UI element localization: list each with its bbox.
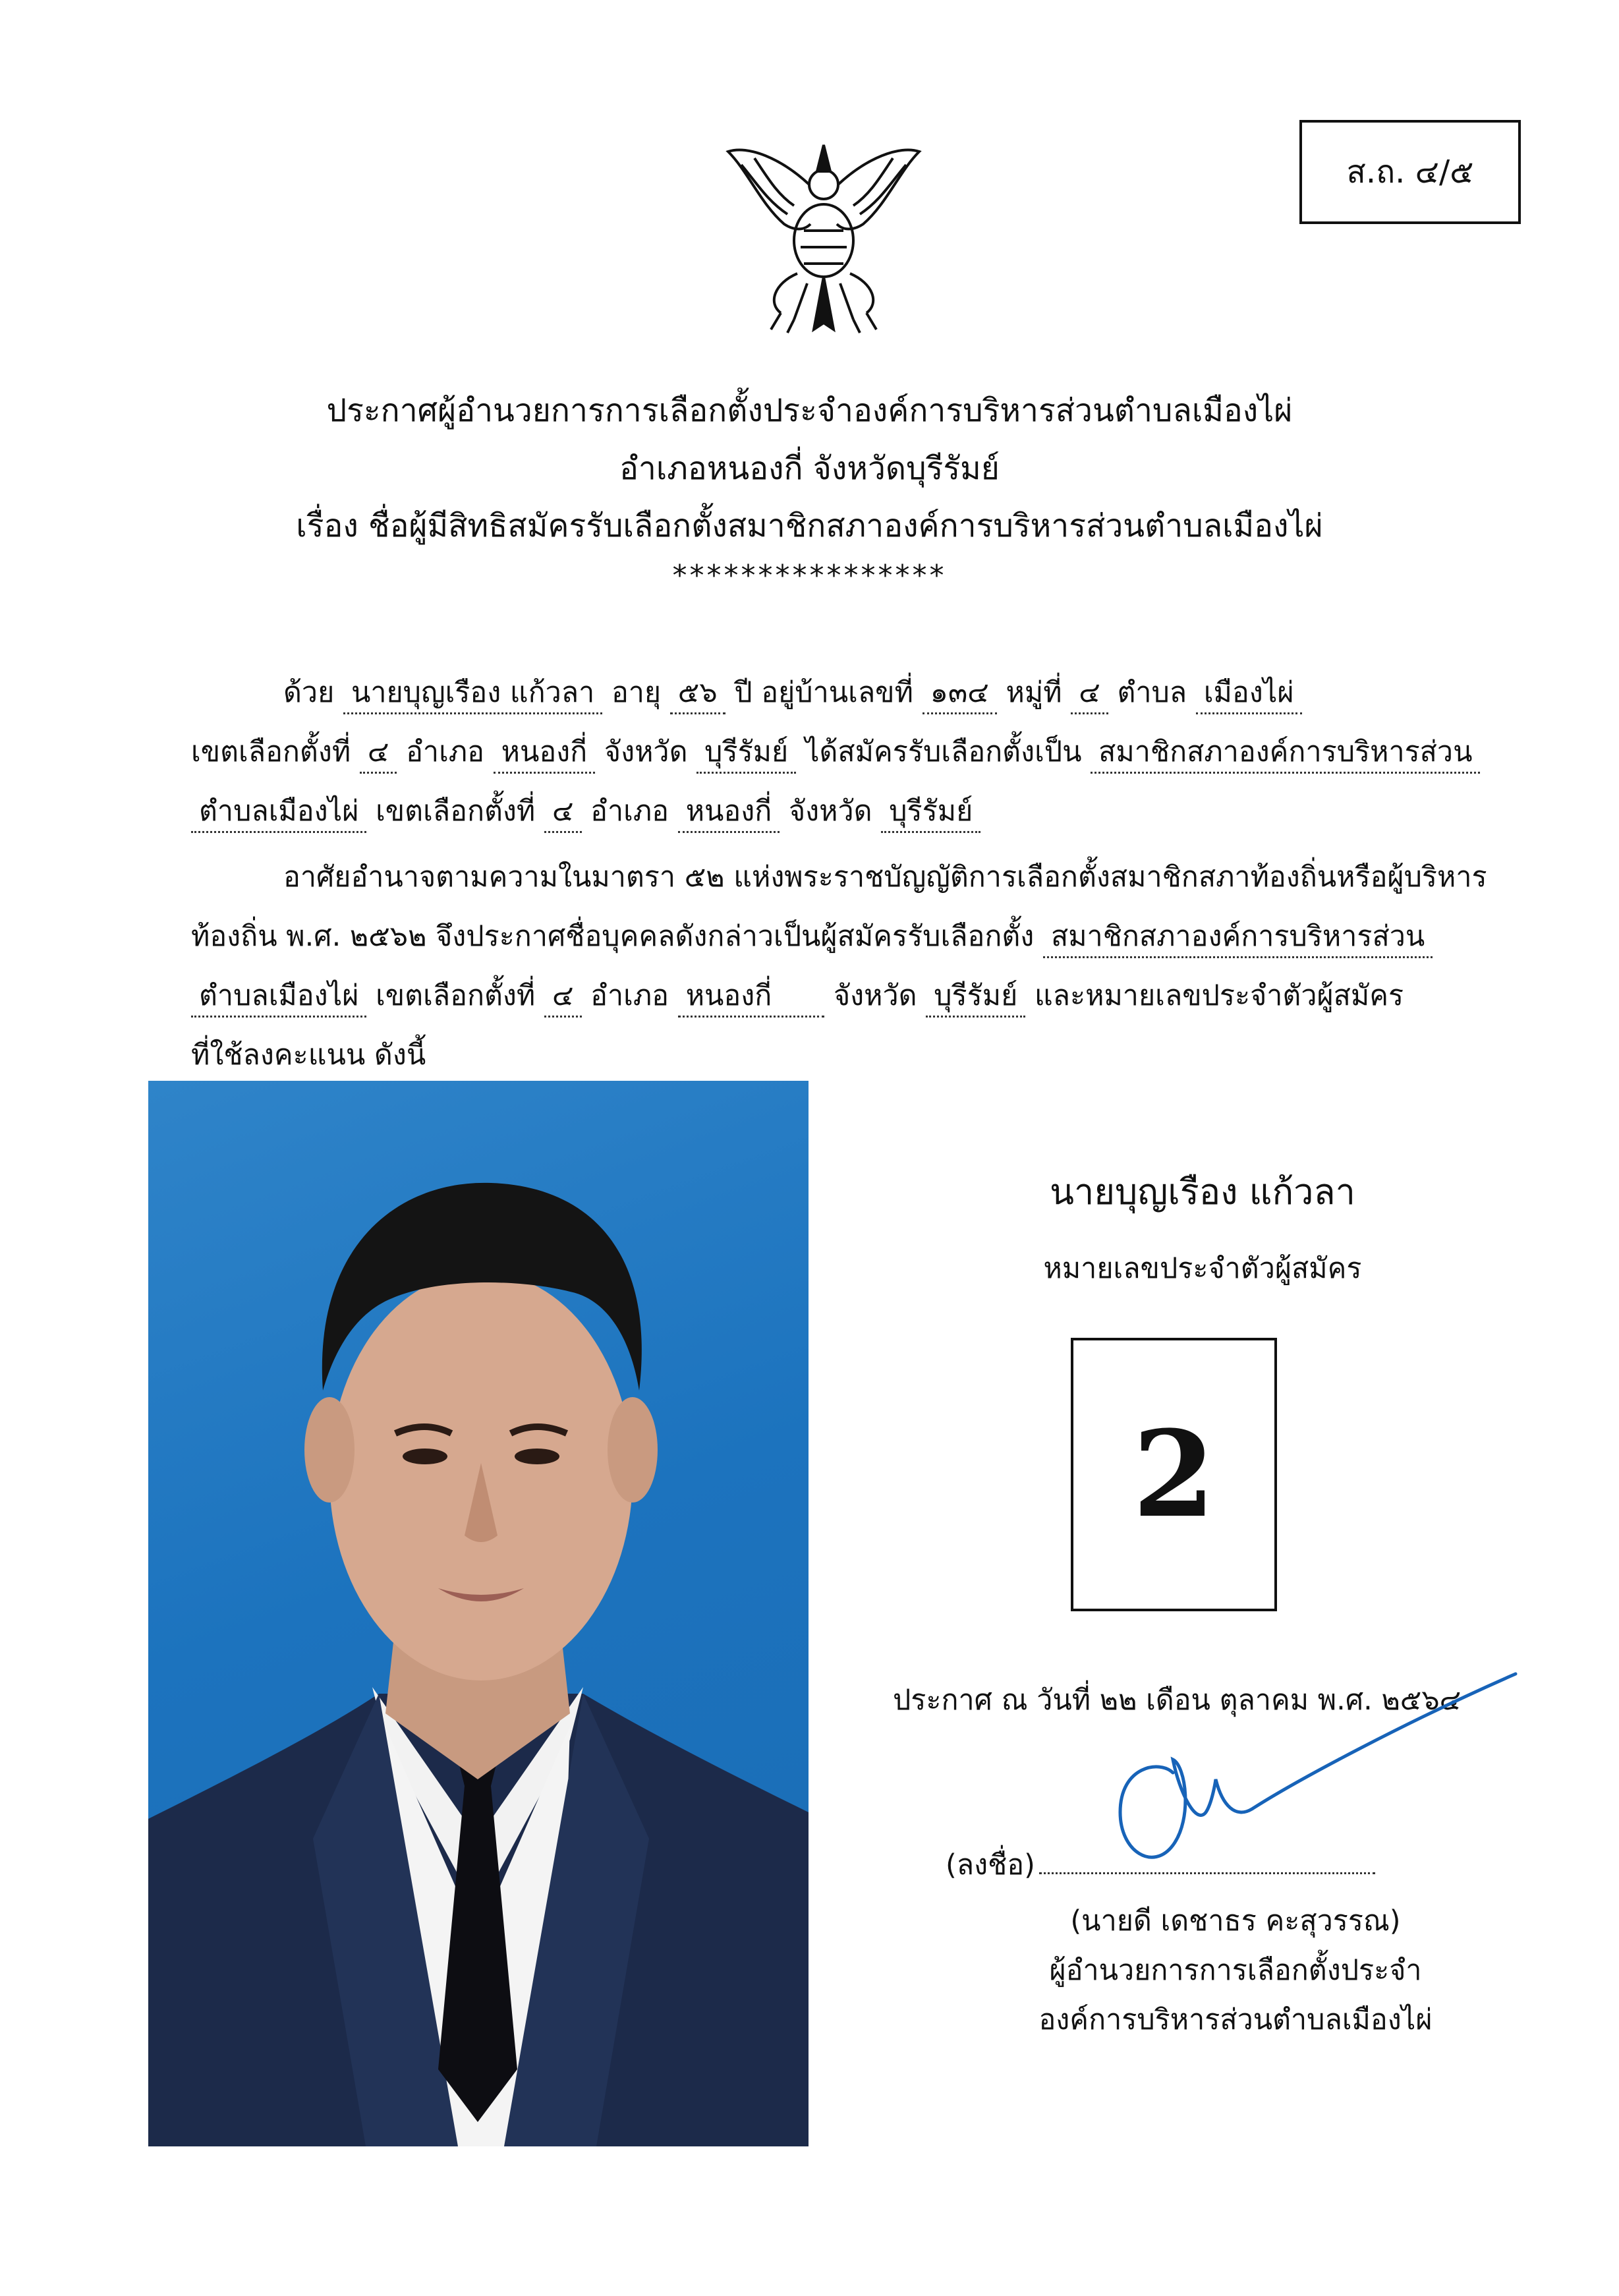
para1-line2 <box>191 722 1473 782</box>
text: อำเภอ <box>406 735 484 768</box>
zone-field-3: ๔ <box>544 976 582 1018</box>
para1-line3 <box>191 781 1463 842</box>
sign-dotted-line <box>1039 1872 1375 1874</box>
candidate-number: 2 <box>1132 1405 1216 1544</box>
position-field-cont: ตำบลเมืองไผ่ <box>191 791 366 833</box>
amphoe-field-3: หนองกี่ <box>678 976 825 1018</box>
para2-line1: อาศัยอำนาจตามความในมาตรา ๕๒ แห่งพระราชบัญญัติการเลือกตั้งสมาชิกสภาท้องถิ่นหรือผู้บริหาร <box>283 861 1487 894</box>
text: อายุ <box>611 676 662 709</box>
form-code: ส.ถ. ๔/๕ <box>1346 154 1474 190</box>
text: ปี อยู่บ้านเลขที่ <box>734 676 913 709</box>
amphoe-field: หนองกี่ <box>494 732 596 774</box>
zone-field-2: ๔ <box>544 791 582 833</box>
text: ตำบล <box>1117 676 1187 709</box>
text: อำเภอ <box>590 979 669 1012</box>
tambon-field: เมืองไผ่ <box>1196 673 1302 714</box>
amphoe-field-2: หนองกี่ <box>678 791 780 833</box>
para2-line4: ที่ใช้ลงคะแนน ดังนี้ <box>191 1039 426 1072</box>
age-field: ๕๖ <box>670 673 725 714</box>
para2-line2 <box>191 906 1463 967</box>
signer-name: (นายดี เดชาธร คะสุวรรณ) <box>1070 1905 1401 1937</box>
candidate-number-box <box>1071 1338 1277 1611</box>
position-field-3: สมาชิกสภาองค์การบริหารส่วน <box>1043 917 1433 958</box>
position-field-3-cont: ตำบลเมืองไผ่ <box>191 976 366 1018</box>
text: หมู่ที่ <box>1006 676 1062 709</box>
province-field-3: บุรีรัมย์ <box>926 976 1025 1018</box>
header-stars: **************** <box>672 559 947 592</box>
header-line-2: อำเภอหนองกี่ จังหวัดบุรีรัมย์ <box>619 450 1000 487</box>
text: ได้สมัครรับเลือกตั้งเป็น <box>805 735 1082 768</box>
moo-field: ๔ <box>1071 673 1108 714</box>
header-line-1: ประกาศผู้อำนวยการการเลือกตั้งประจำองค์การบริหารส่วนตำบลเมืองไผ่ <box>326 392 1293 429</box>
header-subject: เรื่อง ชื่อผู้มีสิทธิสมัครรับเลือกตั้งสมาชิกสภาองค์การบริหารส่วนตำบลเมืองไผ่ <box>296 507 1323 544</box>
text: จังหวัด <box>788 795 872 828</box>
house-number-field: ๑๓๔ <box>923 673 997 714</box>
form-code-box <box>1299 120 1521 224</box>
province-field-2: บุรีรัมย์ <box>881 791 980 833</box>
text: จังหวัด <box>833 979 917 1012</box>
garuda-emblem-icon <box>722 132 926 336</box>
candidate-name-field: นายบุญเรือง แก้วลา <box>343 673 602 714</box>
text: จังหวัด <box>604 735 688 768</box>
province-field: บุรีรัมย์ <box>696 732 796 774</box>
candidate-name: นายบุญเรือง แก้วลา <box>1050 1171 1355 1213</box>
sign-line <box>946 1842 1375 1887</box>
text: อำเภอ <box>590 795 669 828</box>
position-field: สมาชิกสภาองค์การบริหารส่วน <box>1091 732 1480 774</box>
zone-field: ๔ <box>360 732 397 774</box>
announcement-date: ประกาศ ณ วันที่ ๒๒ เดือน ตุลาคม พ.ศ. ๒๕๖๔ <box>893 1684 1462 1717</box>
text: เขตเลือกตั้งที่ <box>191 735 351 768</box>
para1-line1 <box>191 662 1555 723</box>
candidate-photo <box>148 1081 809 2146</box>
candidate-number-label: หมายเลขประจำตัวผู้สมัคร <box>1043 1252 1362 1285</box>
text: และหมายเลขประจำตัวผู้สมัคร <box>1034 979 1404 1012</box>
sign-label: (ลงชื่อ) <box>946 1849 1035 1881</box>
signer-title-1: ผู้อำนวยการการเลือกตั้งประจำ <box>1049 1954 1422 1987</box>
text: ด้วย <box>283 676 335 709</box>
text: เขตเลือกตั้งที่ <box>376 795 536 828</box>
signer-title-2: องค์การบริหารส่วนตำบลเมืองไผ่ <box>1038 2003 1433 2036</box>
text: เขตเลือกตั้งที่ <box>376 979 536 1012</box>
para2-line3 <box>191 965 1463 1026</box>
text: ท้องถิ่น พ.ศ. ๒๕๖๒ จึงประกาศชื่อบุคคลดังกล่าวเป็นผู้สมัครรับเลือกตั้ง <box>191 920 1035 953</box>
candidate-portrait <box>148 1081 809 2146</box>
